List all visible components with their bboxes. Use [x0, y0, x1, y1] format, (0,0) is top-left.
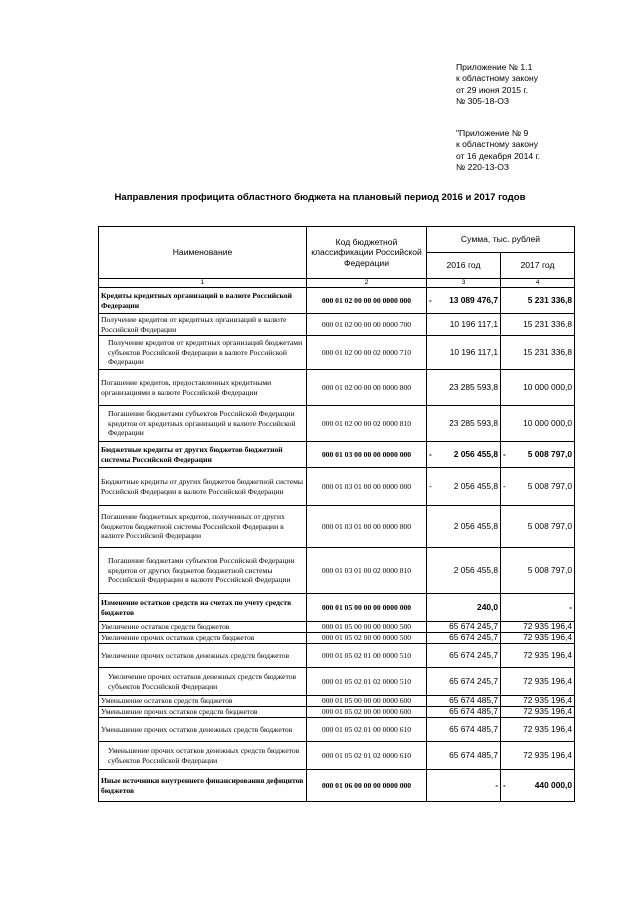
row-value-2017	[501, 633, 575, 644]
sign-2017: -	[503, 779, 506, 790]
row-code: 000 01 05 02 01 00 0000 510	[307, 644, 427, 668]
sign-2017: -	[503, 480, 506, 491]
row-value-2017	[501, 770, 575, 802]
column-index: 3	[427, 279, 501, 288]
row-value-2017	[501, 707, 575, 718]
row-name: Уменьшение прочих остатков денежных средств бюджетов	[99, 718, 307, 742]
row-name: Увеличение прочих остатков денежных средств бюджетов субъектов Российской Федерации	[99, 668, 307, 696]
appendix-note-2	[456, 128, 540, 173]
row-value-2016	[427, 644, 501, 668]
value-2017: 5 008 797,0	[527, 520, 573, 531]
table-row	[99, 314, 575, 336]
col-header-2016: 2016 год	[427, 253, 501, 279]
row-value-2016	[427, 314, 501, 336]
value-2016: 10 196 117,1	[449, 318, 498, 329]
value-2017: 10 000 000,0	[523, 417, 573, 428]
value-2016: 65 674 485,7	[449, 749, 498, 760]
sign-2016: -	[429, 480, 432, 491]
row-value-2017	[501, 548, 575, 594]
row-code: 000 01 05 02 01 02 0000 510	[307, 668, 427, 696]
value-2017: 72 935 196,4	[523, 723, 573, 734]
row-code: 000 01 05 02 00 00 0000 500	[307, 633, 427, 644]
value-2016: 65 674 245,7	[449, 649, 498, 660]
row-value-2017	[501, 668, 575, 696]
value-2017: 5 008 797,0	[527, 564, 573, 575]
column-index-row	[99, 279, 575, 288]
value-2017: 5 231 336,8	[527, 294, 573, 305]
row-name: Уменьшение остатков средств бюджетов	[99, 696, 307, 707]
sign-2016: -	[429, 294, 432, 305]
appendix-line: № 220-13-ОЗ	[456, 161, 510, 172]
row-name: Иные источники внутреннего финансирования дефицитов бюджетов	[99, 770, 307, 802]
row-value-2016	[427, 622, 501, 633]
row-value-2016	[427, 406, 501, 442]
row-value-2016	[427, 742, 501, 770]
value-2017: 72 935 196,4	[523, 632, 573, 643]
col-header-2017: 2017 год	[501, 253, 575, 279]
table-row	[99, 336, 575, 370]
row-name: Бюджетные кредиты от других бюджетов бюджетной системы Российской Федерации	[99, 442, 307, 468]
value-2016: 65 674 245,7	[449, 621, 498, 632]
column-index: 1	[99, 279, 307, 288]
value-2016: 240,0	[477, 601, 498, 612]
row-name: Уменьшение прочих остатков денежных средств бюджетов субъектов Российской Федерации	[99, 742, 307, 770]
row-value-2017	[501, 442, 575, 468]
appendix-line: Приложение № 1.1	[456, 62, 533, 72]
table-row	[99, 622, 575, 633]
value-2016: 65 674 245,7	[449, 632, 498, 643]
appendix-note-1	[456, 62, 538, 107]
value-2016: 2 056 455,8	[453, 520, 498, 531]
table-row	[99, 442, 575, 468]
row-value-2017	[501, 406, 575, 442]
table-body	[99, 288, 575, 802]
value-2017: 72 935 196,4	[523, 706, 573, 717]
value-2016: 23 285 593,8	[449, 417, 498, 428]
value-2017: 440 000,0	[534, 779, 573, 790]
row-value-2017	[501, 506, 575, 548]
row-value-2016	[427, 633, 501, 644]
value-2017: -	[569, 601, 573, 612]
row-value-2016	[427, 696, 501, 707]
table-row	[99, 288, 575, 314]
appendix-line: к областному закону	[456, 139, 539, 150]
row-name: Уменьшение прочих остатков средств бюджетов	[99, 707, 307, 718]
table-row	[99, 742, 575, 770]
column-index: 2	[307, 279, 427, 288]
value-2016: 65 674 485,7	[449, 723, 498, 734]
row-value-2016	[427, 770, 501, 802]
value-2017: 15 231 336,8	[523, 346, 573, 357]
row-value-2017	[501, 594, 575, 622]
col-header-name: Наименование	[99, 227, 307, 279]
value-2016: 10 196 117,1	[449, 346, 498, 357]
row-code: 000 01 02 00 00 02 0000 810	[307, 406, 427, 442]
value-2016: 65 674 245,7	[449, 675, 498, 686]
row-value-2017	[501, 644, 575, 668]
table-header	[99, 227, 575, 288]
row-value-2017	[501, 718, 575, 742]
appendix-line: от 16 декабря 2014 г.	[456, 150, 541, 161]
row-name: Увеличение остатков средств бюджетов	[99, 622, 307, 633]
row-code: 000 01 02 00 00 00 0000 800	[307, 370, 427, 406]
value-2017: 72 935 196,4	[523, 695, 573, 706]
row-code: 000 01 03 01 00 02 0000 810	[307, 548, 427, 594]
value-2017: 72 935 196,4	[523, 649, 573, 660]
row-value-2016	[427, 668, 501, 696]
sign-2016: -	[429, 448, 432, 459]
table-row	[99, 668, 575, 696]
row-code: 000 01 05 02 01 02 0000 610	[307, 742, 427, 770]
table-row	[99, 506, 575, 548]
row-value-2016	[427, 548, 501, 594]
row-value-2016	[427, 336, 501, 370]
row-name: Изменение остатков средств на счетах по учету средств бюджетов	[99, 594, 307, 622]
table-row	[99, 594, 575, 622]
row-name: Погашение бюджетами субъектов Российской Федерации кредитов от кредитных организаций в валюте Российской Федерации	[99, 406, 307, 442]
row-name: Бюджетные кредиты от других бюджетов бюджетной системы Российской Федерации в валюте Российской Федерации	[99, 468, 307, 506]
value-2017: 72 935 196,4	[523, 749, 573, 760]
row-value-2017	[501, 622, 575, 633]
row-name: Получение кредитов от кредитных организаций в валюте Российской Федерации	[99, 314, 307, 336]
row-code: 000 01 02 00 00 00 0000 000	[307, 288, 427, 314]
row-value-2017	[501, 696, 575, 707]
table-row	[99, 718, 575, 742]
row-code: 000 01 05 02 00 00 0000 600	[307, 707, 427, 718]
row-name: Кредиты кредитных организаций в валюте Российской Федерации	[99, 288, 307, 314]
col-header-sum: Сумма, тыс. рублей	[427, 227, 575, 253]
row-value-2017	[501, 336, 575, 370]
table-row	[99, 770, 575, 802]
value-2017: 72 935 196,4	[523, 621, 573, 632]
row-code: 000 01 03 00 00 00 0000 000	[307, 442, 427, 468]
value-2016: 23 285 593,8	[449, 381, 498, 392]
row-value-2017	[501, 468, 575, 506]
table-row	[99, 707, 575, 718]
budget-table	[98, 226, 575, 802]
row-code: 000 01 05 00 00 00 0000 600	[307, 696, 427, 707]
row-value-2017	[501, 370, 575, 406]
document-title: Направления профицита областного бюджета на плановый период 2016 и 2017 годов	[114, 192, 526, 203]
row-value-2016	[427, 506, 501, 548]
row-value-2017	[501, 742, 575, 770]
row-code: 000 01 02 00 00 02 0000 710	[307, 336, 427, 370]
row-code: 000 01 03 01 00 00 0000 800	[307, 506, 427, 548]
row-code: 000 01 05 02 01 00 0000 610	[307, 718, 427, 742]
value-2016: 2 056 455,8	[453, 480, 498, 491]
value-2016: 65 674 485,7	[449, 706, 498, 717]
row-name: Увеличение прочих остатков денежных средств бюджетов	[99, 644, 307, 668]
value-2016: -	[495, 779, 498, 790]
table-row	[99, 548, 575, 594]
value-2017: 5 008 797,0	[527, 448, 573, 459]
row-value-2016	[427, 468, 501, 506]
table-row	[99, 633, 575, 644]
row-value-2016	[427, 707, 501, 718]
row-value-2016	[427, 718, 501, 742]
row-code: 000 01 03 01 00 00 0000 000	[307, 468, 427, 506]
value-2017: 15 231 336,8	[523, 318, 573, 329]
column-index: 4	[501, 279, 575, 288]
table-row	[99, 644, 575, 668]
value-2017: 10 000 000,0	[523, 381, 573, 392]
appendix-line: № 305-18-ОЗ	[456, 95, 510, 106]
row-name: Увеличение прочих остатков средств бюджетов	[99, 633, 307, 644]
appendix-line: к областному закону	[456, 73, 539, 84]
value-2016: 2 056 455,8	[453, 564, 498, 575]
row-value-2016	[427, 594, 501, 622]
table-row	[99, 468, 575, 506]
row-value-2017	[501, 288, 575, 314]
row-code: 000 01 02 00 00 00 0000 700	[307, 314, 427, 336]
sign-2017: -	[503, 448, 506, 459]
value-2016: 2 056 455,8	[453, 448, 498, 459]
table-row	[99, 696, 575, 707]
value-2017: 5 008 797,0	[527, 480, 573, 491]
row-value-2016	[427, 370, 501, 406]
row-value-2017	[501, 314, 575, 336]
col-header-code: Код бюджетной классификации Российской Федерации	[307, 227, 427, 279]
row-value-2016	[427, 288, 501, 314]
value-2016: 13 089 476,7	[449, 294, 498, 305]
row-code: 000 01 05 00 00 00 0000 000	[307, 594, 427, 622]
value-2017: 72 935 196,4	[523, 675, 573, 686]
row-name: Получение кредитов от кредитных организаций бюджетами субъектов Российской Федерации в валюте Российской Федерации	[99, 336, 307, 370]
appendix-line: от 29 июня 2015 г.	[456, 84, 528, 95]
row-name: Погашение бюджетами субъектов Российской Федерации кредитов от других бюджетов бюджетной системы Российской Федерации в валюте Российской Федерации	[99, 548, 307, 594]
row-code: 000 01 06 00 00 00 0000 000	[307, 770, 427, 802]
row-code: 000 01 05 00 00 00 0000 500	[307, 622, 427, 633]
value-2016: 65 674 485,7	[449, 695, 498, 706]
row-name: Погашение кредитов, предоставленных кредитными организациями в валюте Российской Федерации	[99, 370, 307, 406]
row-name: Погашение бюджетных кредитов, полученных от других бюджетов бюджетной системы Российской Федерации в валюте Российской Федерации	[99, 506, 307, 548]
appendix-line: "Приложение № 9	[456, 128, 529, 138]
row-value-2016	[427, 442, 501, 468]
table-row	[99, 370, 575, 406]
table-row	[99, 406, 575, 442]
